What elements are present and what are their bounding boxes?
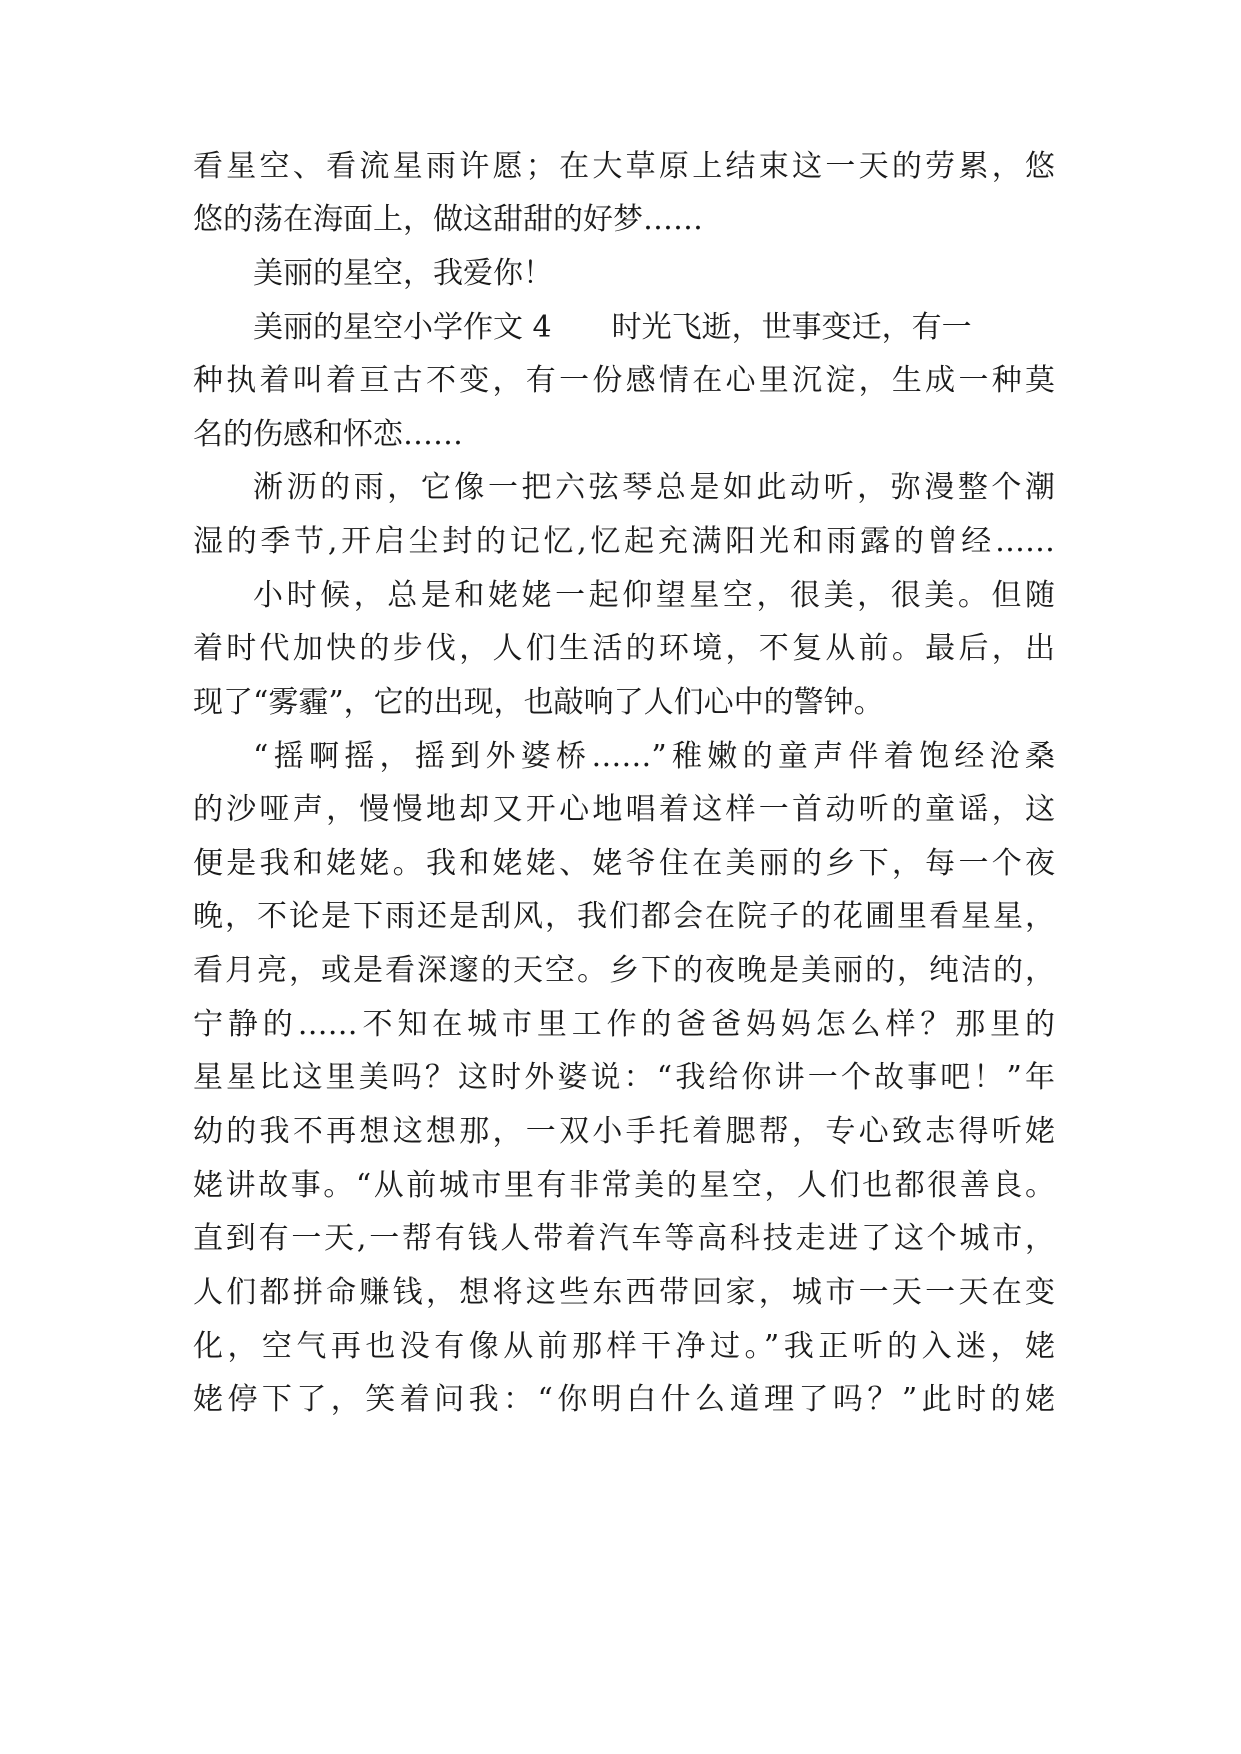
text-line: 化，空气再也没有像从前那样干净过。”我正听的入迷，姥 [193,1329,1055,1364]
text-line: 便是我和姥姥。我和姥姥、姥爷住在美丽的乡下，每一个夜 [193,846,1055,881]
text-line: 姥讲故事。“从前城市里有非常美的星空，人们也都很善良。 [193,1168,1055,1203]
text-line: 晚，不论是下雨还是刮风，我们都会在院子的花圃里看星星， [193,899,1055,934]
text-line: 幼的我不再想这想那，一双小手托着腮帮，专心致志得听姥 [193,1114,1055,1149]
text-line: 淅沥的雨，它像一把六弦琴总是如此动听，弥漫整个潮 [253,470,1055,505]
text-line: 看月亮，或是看深邃的天空。乡下的夜晚是美丽的，纯洁的， [193,953,1055,988]
text-line: 种执着叫着亘古不变，有一份感情在心里沉淀，生成一种莫 [193,363,1055,398]
text-line: 宁静的……不知在城市里工作的爸爸妈妈怎么样？那里的 [193,1007,1055,1042]
text-line: 着时代加快的步伐，人们生活的环境，不复从前。最后，出 [193,631,1055,666]
text-line: 湿的季节,开启尘封的记忆,忆起充满阳光和雨露的曾经…… [193,524,1055,559]
text-line: 现了“雾霾”，它的出现，也敲响了人们心中的警钟。 [193,685,884,720]
text-line: 姥停下了，笑着问我：“你明白什么道理了吗？”此时的姥 [193,1382,1055,1417]
text-line: 美丽的星空小学作文 4 时光飞逝，世事变迁，有一 [253,310,972,345]
text-line: 星星比这里美吗？这时外婆说：“我给你讲一个故事吧！”年 [193,1060,1055,1095]
text-line: 小时候，总是和姥姥一起仰望星空，很美，很美。但随 [253,578,1055,613]
text-line: 美丽的星空，我爱你！ [253,256,553,291]
text-line: “摇啊摇，摇到外婆桥……”稚嫩的童声伴着饱经沧桑 [253,739,1055,774]
text-line: 看星空、看流星雨许愿；在大草原上结束这一天的劳累，悠 [193,149,1055,184]
text-line: 名的伤感和怀恋…… [193,417,463,452]
text-line: 人们都拼命赚钱，想将这些东西带回家，城市一天一天在变 [193,1275,1055,1310]
text-line: 悠的荡在海面上，做这甜甜的好梦…… [193,202,703,237]
text-line: 的沙哑声，慢慢地却又开心地唱着这样一首动听的童谣，这 [193,792,1055,827]
text-line: 直到有一天,一帮有钱人带着汽车等高科技走进了这个城市， [193,1221,1055,1256]
